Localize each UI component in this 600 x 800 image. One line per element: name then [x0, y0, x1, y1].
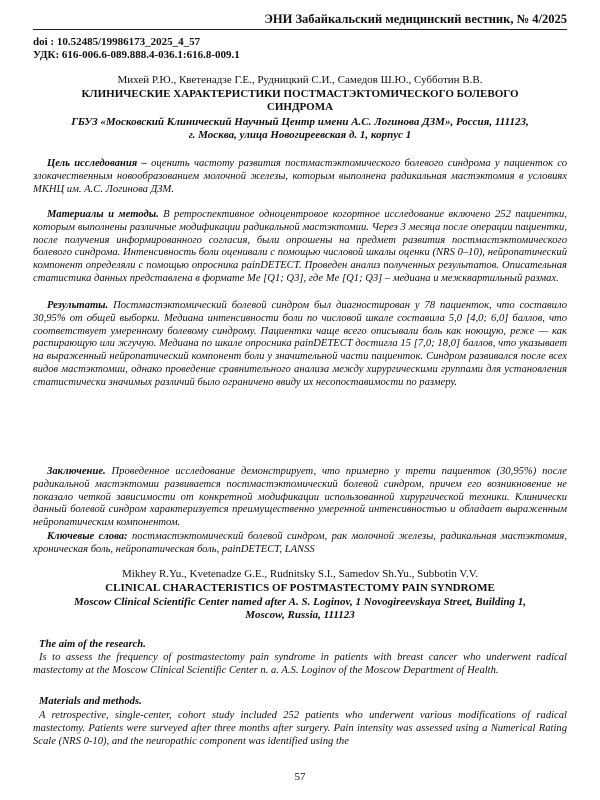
ru-conclusion [33, 466, 567, 530]
ru-aim [33, 158, 567, 196]
ru-results-label: Результаты. [47, 300, 109, 311]
ru-aim-text: оценить частоту развития постмастэктомического болевого синдрома у пациенток со злокачественным новообразованием молочной железы, которым выполнена радикальная мастэктомия в условиях МКНЦ им. А.С. Логинова ДЗМ. [33, 158, 567, 195]
header-rule [33, 29, 567, 30]
journal-header: ЭНИ Забайкальский медицинский вестник, № 4/2025 [264, 12, 567, 26]
en-title: CLINICAL CHARACTERISTICS OF POSTMASTECTOMY PAIN SYNDROME [105, 582, 495, 594]
ru-keywords-text: постмастэктомический болевой синдром, рак молочной железы, радикальная мастэктомия, хроническая боль, нейропатическая боль, painDETECT, LANSS [33, 531, 567, 555]
en-affil-line2: Moscow, Russia, 111123 [245, 609, 355, 621]
ru-methods [33, 209, 567, 286]
ru-title-line1: КЛИНИЧЕСКИЕ ХАРАКТЕРИСТИКИ ПОСТМАСТЭКТОМИЧЕСКОГО БОЛЕВОГО [81, 88, 519, 100]
en-authors: Mikhey R.Yu., Kvetenadze G.E., Rudnitsky S.I., Samedov Sh.Yu., Subbotin V.V. [122, 568, 478, 580]
en-methods-text: A retrospective, single-center, cohort study included 252 patients who underwent various modifications of radical mastectomy. Patients were surveyed after three months after surgery. Pain intensity was assessed using a Numerical Rating Scale (NRS 0-10), and the neuropathic component was identified using the [33, 710, 567, 747]
ru-authors: Михей Р.Ю., Кветенадзе Г.Е., Рудницкий С.И., Самедов Ш.Ю., Субботин В.В. [117, 74, 483, 86]
ru-results [33, 300, 567, 390]
ru-conclusion-label: Заключение. [47, 466, 106, 477]
ru-keywords-label: Ключевые слова: [47, 531, 128, 542]
identifiers [33, 36, 240, 62]
ru-title [33, 88, 567, 114]
en-methods-heading: Materials and methods. [39, 696, 142, 707]
ru-keywords [33, 531, 567, 557]
ru-affil-line1: ГБУЗ «Московский Клинический Научный Центр имени А.С. Логинова ДЗМ», Россия, 111123, [71, 116, 529, 128]
ru-methods-text: В ретроспективное одноцентровое когортное исследование включено 252 пациентки, которым выполнены различные модификации радикальной мастэктомии. Через 3 месяца после операции пациентки, после получения информированного согласия, были опрошены на предмет развития постмастэктомического болевого синдрома. Интенсивность боли оценивали с помощью числовой шкалы оценки (NRS 0–10), нейропатический компонент определяли с помощью опросника painDETECT. Проведен анализ полученных результатов. Описательная статистика данных представлена в формате Me [Q1; Q3], где Me [Q1; Q3] – медиана и межквартильный размах. [33, 209, 567, 284]
ru-methods-label: Материалы и методы. [47, 209, 159, 220]
ru-aim-label: Цель исследования – [47, 158, 147, 169]
en-affil-line1: Moscow Clinical Scientific Center named after A. S. Loginov, 1 Novogireevskaya Street, Building 1, [73, 596, 526, 608]
en-affiliation [33, 596, 567, 622]
en-aim-text: Is to assess the frequency of postmastectomy pain syndrome in patients with breast cancer who underwent radical mastectomy at the Moscow Clinical Scientific Center n. a. A.S. Loginov of the Moscow Department of Health. [33, 652, 567, 676]
en-aim-heading: The aim of the research. [39, 639, 146, 650]
ru-affiliation [33, 116, 567, 142]
doi: doi : 10.52485/19986173_2025_4_57 [33, 36, 201, 48]
ru-conclusion-text: Проведенное исследование демонстрирует, что примерно у трети пациенток (30,95%) после радикальной мастэктомии развивается постмастэктомический болевой синдром, причем его возникновение не показало четкой зависимости от конкретной модификации использованной хирургической техники. Клинически данный болевой синдром характеризуется преимущественно умеренной интенсивностью и обладает выраженным нейропатическим компонентом. [33, 466, 567, 529]
page-number: 57 [294, 771, 306, 783]
udk: УДК: 616-006.6-089.888.4-036.1:616.8-009.1 [33, 49, 240, 61]
ru-results-text: Постмастэктомический болевой синдром был диагностирован у 78 пациенток, что составило 30,95% от общей выборки. Медиана интенсивности боли по числовой шкале составила 5,0 [4,0; 6,0] баллов, что соответствует умеренному болевому синдрому. Пациентки чаще всего описывали боль как ноющую, реже — как распирающую или жгучую. Медиана по шкале опросника painDETECT достигла 15 [7,0; 18,0] баллов, что указывает на выраженный нейропатический компонент боли у значительной части пациенток. Синдром развивался после всех видов мастэктомии, однако проведение сравнительного анализа между хирургическими группами для установления статистически значимых различий было ограничено ввиду их несопоставимости по размеру. [33, 300, 567, 388]
ru-affil-line2: г. Москва, улица Новогиреевская д. 1, корпус 1 [188, 129, 412, 141]
ru-title-line2: СИНДРОМА [266, 101, 334, 113]
